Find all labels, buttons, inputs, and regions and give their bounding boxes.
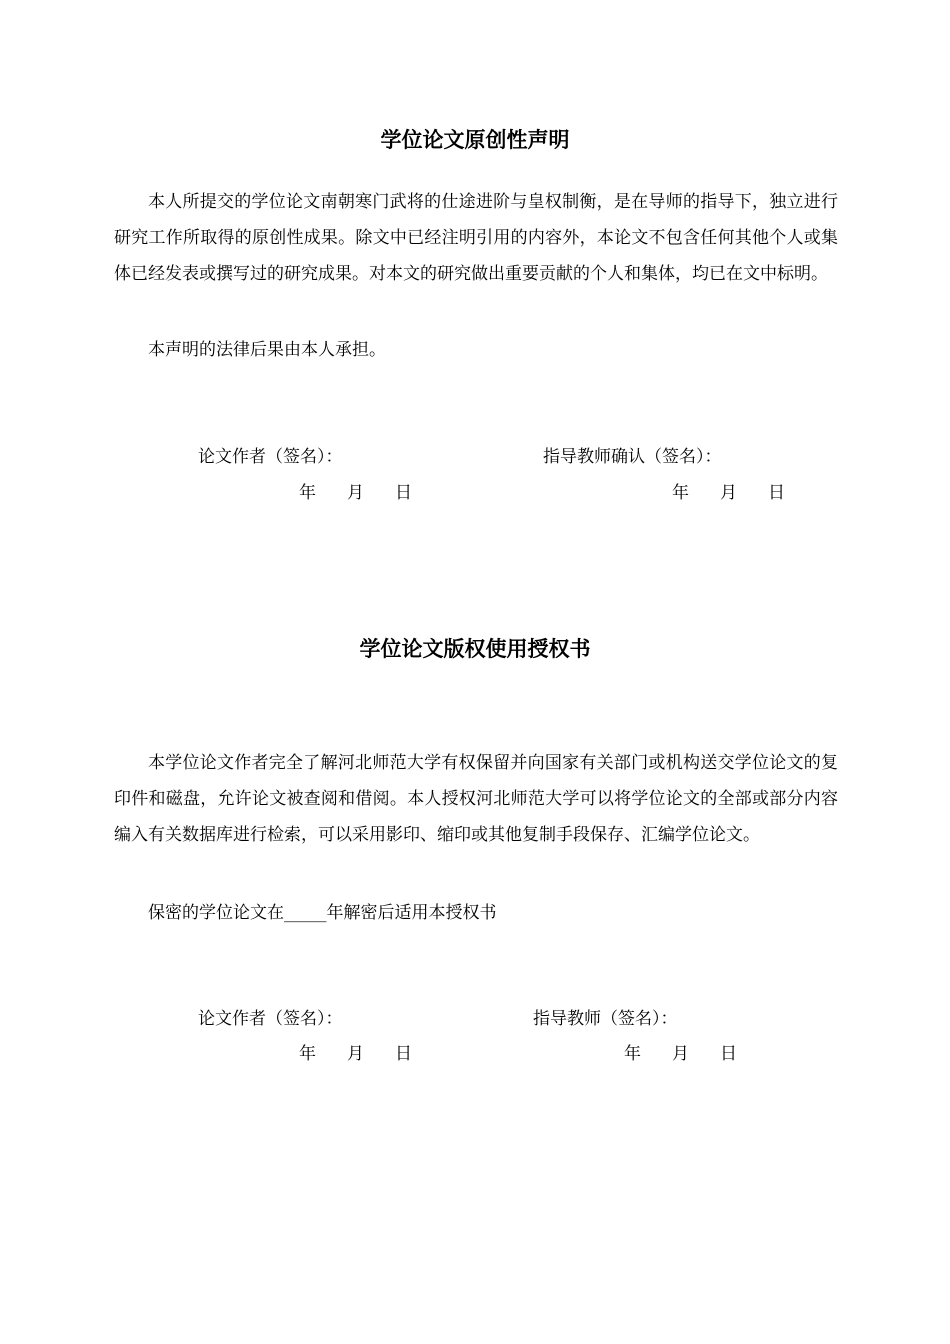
copyright-paragraph: 本学位论文作者完全了解河北师范大学有权保留并向国家有关部门或机构送交学位论文的复印件和磁盘，允许论文被查阅和借阅。本人授权河北师范大学可以将学位论文的全部或部分内容编入有关数据库进行检索，可以采用影印、缩印或其他复制手段保存、汇编学位论文。	[114, 753, 838, 845]
copyright-title: 学位论文版权使用授权书	[359, 637, 591, 661]
date-year: 年	[299, 1044, 316, 1064]
declaration-liability-paragraph: 本声明的法律后果由本人承担。	[148, 340, 386, 360]
date-month: 月	[672, 1044, 689, 1064]
date-month: 月	[347, 483, 364, 503]
declaration-author-signature-label: 论文作者（签名）：	[198, 447, 343, 467]
date-day: 日	[720, 1044, 737, 1064]
date-year: 年	[624, 1044, 641, 1064]
copyright-author-signature-label: 论文作者（签名）：	[198, 1009, 343, 1029]
declaration-title: 学位论文原创性声明	[380, 128, 570, 152]
date-month: 月	[347, 1044, 364, 1064]
date-month: 月	[720, 483, 737, 503]
date-day: 日	[395, 1044, 412, 1064]
confidentiality-paragraph: 保密的学位论文在_____年解密后适用本授权书	[148, 903, 497, 923]
declaration-advisor-signature-label: 指导教师确认（签名）：	[543, 447, 722, 467]
copyright-advisor-signature-label: 指导教师（签名）：	[533, 1009, 678, 1029]
date-day: 日	[395, 483, 412, 503]
date-year: 年	[672, 483, 689, 503]
declaration-paragraph: 本人所提交的学位论文南朝寒门武将的仕途进阶与皇权制衡，是在导师的指导下，独立进行研究工作所取得的原创性成果。除文中已经注明引用的内容外，本论文不包含任何其他个人或集体已经发表或撰写过的研究成果。对本文的研究做出重要贡献的个人和集体，均已在文中标明。	[114, 192, 838, 284]
date-day: 日	[768, 483, 785, 503]
date-year: 年	[299, 483, 316, 503]
